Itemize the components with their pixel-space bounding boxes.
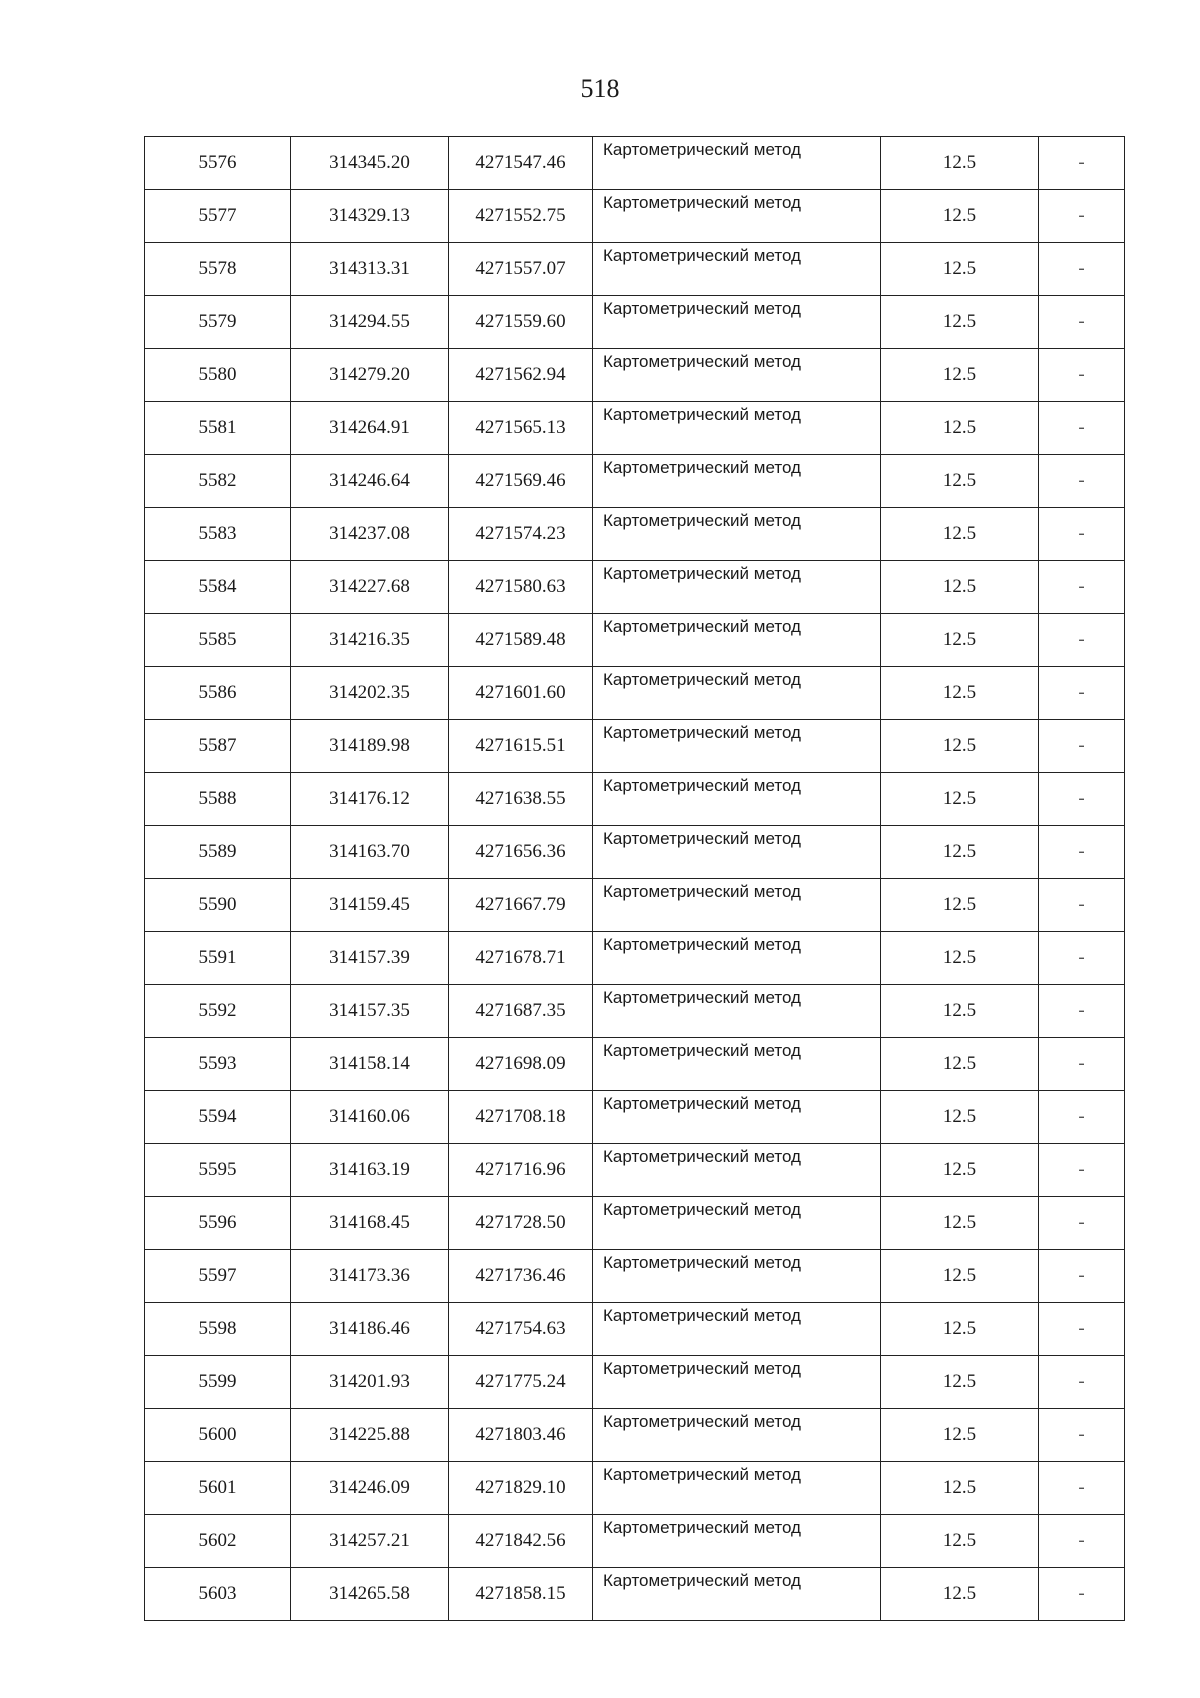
y-coordinate-cell: 4271858.15 <box>449 1568 593 1621</box>
note-cell: - <box>1039 1462 1125 1515</box>
table-row <box>145 1303 1125 1356</box>
x-coordinate-cell: 314201.93 <box>291 1356 449 1409</box>
method-cell: Картометрический метод <box>593 349 881 402</box>
x-coordinate-cell: 314159.45 <box>291 879 449 932</box>
point-number-cell: 5586 <box>145 667 291 720</box>
accuracy-cell: 12.5 <box>881 1038 1039 1091</box>
accuracy-cell: 12.5 <box>881 1144 1039 1197</box>
note-cell: - <box>1039 243 1125 296</box>
note-cell: - <box>1039 561 1125 614</box>
y-coordinate-cell: 4271687.35 <box>449 985 593 1038</box>
method-cell: Картометрический метод <box>593 720 881 773</box>
table-row <box>145 1091 1125 1144</box>
method-cell: Картометрический метод <box>593 932 881 985</box>
method-cell: Картометрический метод <box>593 402 881 455</box>
y-coordinate-cell: 4271589.48 <box>449 614 593 667</box>
y-coordinate-cell: 4271736.46 <box>449 1250 593 1303</box>
point-number-cell: 5577 <box>145 190 291 243</box>
table-row <box>145 137 1125 190</box>
accuracy-cell: 12.5 <box>881 1515 1039 1568</box>
point-number-cell: 5589 <box>145 826 291 879</box>
x-coordinate-cell: 314257.21 <box>291 1515 449 1568</box>
table-row <box>145 455 1125 508</box>
x-coordinate-cell: 314202.35 <box>291 667 449 720</box>
x-coordinate-cell: 314345.20 <box>291 137 449 190</box>
y-coordinate-cell: 4271656.36 <box>449 826 593 879</box>
method-cell: Картометрический метод <box>593 508 881 561</box>
y-coordinate-cell: 4271552.75 <box>449 190 593 243</box>
table-row <box>145 826 1125 879</box>
y-coordinate-cell: 4271547.46 <box>449 137 593 190</box>
accuracy-cell: 12.5 <box>881 190 1039 243</box>
point-number-cell: 5583 <box>145 508 291 561</box>
method-cell: Картометрический метод <box>593 879 881 932</box>
x-coordinate-cell: 314216.35 <box>291 614 449 667</box>
y-coordinate-cell: 4271829.10 <box>449 1462 593 1515</box>
note-cell: - <box>1039 1356 1125 1409</box>
point-number-cell: 5596 <box>145 1197 291 1250</box>
accuracy-cell: 12.5 <box>881 1409 1039 1462</box>
method-cell: Картометрический метод <box>593 1038 881 1091</box>
y-coordinate-cell: 4271557.07 <box>449 243 593 296</box>
point-number-cell: 5590 <box>145 879 291 932</box>
note-cell: - <box>1039 508 1125 561</box>
note-cell: - <box>1039 1303 1125 1356</box>
table-row <box>145 932 1125 985</box>
method-cell: Картометрический метод <box>593 1409 881 1462</box>
point-number-cell: 5588 <box>145 773 291 826</box>
accuracy-cell: 12.5 <box>881 826 1039 879</box>
method-cell: Картометрический метод <box>593 1197 881 1250</box>
x-coordinate-cell: 314246.64 <box>291 455 449 508</box>
point-number-cell: 5581 <box>145 402 291 455</box>
note-cell: - <box>1039 1144 1125 1197</box>
x-coordinate-cell: 314189.98 <box>291 720 449 773</box>
method-cell: Картометрический метод <box>593 773 881 826</box>
x-coordinate-cell: 314158.14 <box>291 1038 449 1091</box>
x-coordinate-cell: 314163.70 <box>291 826 449 879</box>
x-coordinate-cell: 314176.12 <box>291 773 449 826</box>
table-row <box>145 243 1125 296</box>
note-cell: - <box>1039 773 1125 826</box>
note-cell: - <box>1039 932 1125 985</box>
table-row <box>145 1409 1125 1462</box>
accuracy-cell: 12.5 <box>881 720 1039 773</box>
x-coordinate-cell: 314186.46 <box>291 1303 449 1356</box>
accuracy-cell: 12.5 <box>881 296 1039 349</box>
page-number: 518 <box>580 74 620 103</box>
table-row <box>145 773 1125 826</box>
y-coordinate-cell: 4271559.60 <box>449 296 593 349</box>
point-number-cell: 5593 <box>145 1038 291 1091</box>
method-cell: Картометрический метод <box>593 243 881 296</box>
point-number-cell: 5594 <box>145 1091 291 1144</box>
note-cell: - <box>1039 667 1125 720</box>
point-number-cell: 5585 <box>145 614 291 667</box>
x-coordinate-cell: 314173.36 <box>291 1250 449 1303</box>
point-number-cell: 5580 <box>145 349 291 402</box>
note-cell: - <box>1039 879 1125 932</box>
table-row <box>145 1038 1125 1091</box>
x-coordinate-cell: 314168.45 <box>291 1197 449 1250</box>
point-number-cell: 5597 <box>145 1250 291 1303</box>
table-row <box>145 508 1125 561</box>
x-coordinate-cell: 314294.55 <box>291 296 449 349</box>
y-coordinate-cell: 4271562.94 <box>449 349 593 402</box>
x-coordinate-cell: 314265.58 <box>291 1568 449 1621</box>
point-number-cell: 5579 <box>145 296 291 349</box>
accuracy-cell: 12.5 <box>881 985 1039 1038</box>
table-row <box>145 985 1125 1038</box>
accuracy-cell: 12.5 <box>881 455 1039 508</box>
y-coordinate-cell: 4271803.46 <box>449 1409 593 1462</box>
point-number-cell: 5601 <box>145 1462 291 1515</box>
y-coordinate-cell: 4271754.63 <box>449 1303 593 1356</box>
point-number-cell: 5592 <box>145 985 291 1038</box>
accuracy-cell: 12.5 <box>881 1462 1039 1515</box>
coordinates-table <box>144 136 1125 1621</box>
y-coordinate-cell: 4271728.50 <box>449 1197 593 1250</box>
method-cell: Картометрический метод <box>593 1515 881 1568</box>
x-coordinate-cell: 314225.88 <box>291 1409 449 1462</box>
method-cell: Картометрический метод <box>593 985 881 1038</box>
table-row <box>145 1250 1125 1303</box>
accuracy-cell: 12.5 <box>881 773 1039 826</box>
x-coordinate-cell: 314246.09 <box>291 1462 449 1515</box>
table-row <box>145 1144 1125 1197</box>
y-coordinate-cell: 4271574.23 <box>449 508 593 561</box>
method-cell: Картометрический метод <box>593 455 881 508</box>
note-cell: - <box>1039 296 1125 349</box>
accuracy-cell: 12.5 <box>881 508 1039 561</box>
x-coordinate-cell: 314313.31 <box>291 243 449 296</box>
y-coordinate-cell: 4271678.71 <box>449 932 593 985</box>
method-cell: Картометрический метод <box>593 190 881 243</box>
method-cell: Картометрический метод <box>593 296 881 349</box>
method-cell: Картометрический метод <box>593 137 881 190</box>
table-row <box>145 614 1125 667</box>
note-cell: - <box>1039 614 1125 667</box>
method-cell: Картометрический метод <box>593 1462 881 1515</box>
point-number-cell: 5603 <box>145 1568 291 1621</box>
x-coordinate-cell: 314279.20 <box>291 349 449 402</box>
y-coordinate-cell: 4271569.46 <box>449 455 593 508</box>
accuracy-cell: 12.5 <box>881 932 1039 985</box>
accuracy-cell: 12.5 <box>881 137 1039 190</box>
note-cell: - <box>1039 720 1125 773</box>
point-number-cell: 5600 <box>145 1409 291 1462</box>
y-coordinate-cell: 4271667.79 <box>449 879 593 932</box>
note-cell: - <box>1039 1091 1125 1144</box>
method-cell: Картометрический метод <box>593 1303 881 1356</box>
point-number-cell: 5576 <box>145 137 291 190</box>
x-coordinate-cell: 314237.08 <box>291 508 449 561</box>
method-cell: Картометрический метод <box>593 1568 881 1621</box>
note-cell: - <box>1039 1409 1125 1462</box>
table-row <box>145 1568 1125 1621</box>
method-cell: Картометрический метод <box>593 1091 881 1144</box>
accuracy-cell: 12.5 <box>881 879 1039 932</box>
y-coordinate-cell: 4271698.09 <box>449 1038 593 1091</box>
x-coordinate-cell: 314160.06 <box>291 1091 449 1144</box>
table-row <box>145 402 1125 455</box>
table-row <box>145 561 1125 614</box>
accuracy-cell: 12.5 <box>881 1197 1039 1250</box>
accuracy-cell: 12.5 <box>881 243 1039 296</box>
note-cell: - <box>1039 1197 1125 1250</box>
accuracy-cell: 12.5 <box>881 614 1039 667</box>
table-row <box>145 1197 1125 1250</box>
note-cell: - <box>1039 137 1125 190</box>
accuracy-cell: 12.5 <box>881 402 1039 455</box>
table-row <box>145 349 1125 402</box>
note-cell: - <box>1039 455 1125 508</box>
accuracy-cell: 12.5 <box>881 1568 1039 1621</box>
accuracy-cell: 12.5 <box>881 561 1039 614</box>
accuracy-cell: 12.5 <box>881 1250 1039 1303</box>
y-coordinate-cell: 4271615.51 <box>449 720 593 773</box>
note-cell: - <box>1039 190 1125 243</box>
x-coordinate-cell: 314329.13 <box>291 190 449 243</box>
method-cell: Картометрический метод <box>593 826 881 879</box>
table-row <box>145 1356 1125 1409</box>
point-number-cell: 5599 <box>145 1356 291 1409</box>
table-row <box>145 720 1125 773</box>
point-number-cell: 5584 <box>145 561 291 614</box>
table-row <box>145 667 1125 720</box>
method-cell: Картометрический метод <box>593 1144 881 1197</box>
x-coordinate-cell: 314264.91 <box>291 402 449 455</box>
accuracy-cell: 12.5 <box>881 1356 1039 1409</box>
point-number-cell: 5582 <box>145 455 291 508</box>
method-cell: Картометрический метод <box>593 1250 881 1303</box>
x-coordinate-cell: 314157.39 <box>291 932 449 985</box>
accuracy-cell: 12.5 <box>881 1303 1039 1356</box>
point-number-cell: 5602 <box>145 1515 291 1568</box>
table-row <box>145 296 1125 349</box>
point-number-cell: 5591 <box>145 932 291 985</box>
x-coordinate-cell: 314157.35 <box>291 985 449 1038</box>
note-cell: - <box>1039 1568 1125 1621</box>
y-coordinate-cell: 4271708.18 <box>449 1091 593 1144</box>
table-row <box>145 1515 1125 1568</box>
x-coordinate-cell: 314163.19 <box>291 1144 449 1197</box>
y-coordinate-cell: 4271716.96 <box>449 1144 593 1197</box>
y-coordinate-cell: 4271601.60 <box>449 667 593 720</box>
note-cell: - <box>1039 402 1125 455</box>
point-number-cell: 5587 <box>145 720 291 773</box>
note-cell: - <box>1039 1038 1125 1091</box>
note-cell: - <box>1039 1515 1125 1568</box>
point-number-cell: 5598 <box>145 1303 291 1356</box>
note-cell: - <box>1039 985 1125 1038</box>
method-cell: Картометрический метод <box>593 614 881 667</box>
method-cell: Картометрический метод <box>593 1356 881 1409</box>
accuracy-cell: 12.5 <box>881 667 1039 720</box>
y-coordinate-cell: 4271565.13 <box>449 402 593 455</box>
accuracy-cell: 12.5 <box>881 349 1039 402</box>
table-row <box>145 1462 1125 1515</box>
point-number-cell: 5595 <box>145 1144 291 1197</box>
method-cell: Картометрический метод <box>593 667 881 720</box>
accuracy-cell: 12.5 <box>881 1091 1039 1144</box>
table-row <box>145 879 1125 932</box>
y-coordinate-cell: 4271580.63 <box>449 561 593 614</box>
table-row <box>145 190 1125 243</box>
point-number-cell: 5578 <box>145 243 291 296</box>
note-cell: - <box>1039 826 1125 879</box>
x-coordinate-cell: 314227.68 <box>291 561 449 614</box>
y-coordinate-cell: 4271638.55 <box>449 773 593 826</box>
note-cell: - <box>1039 1250 1125 1303</box>
method-cell: Картометрический метод <box>593 561 881 614</box>
y-coordinate-cell: 4271775.24 <box>449 1356 593 1409</box>
note-cell: - <box>1039 349 1125 402</box>
y-coordinate-cell: 4271842.56 <box>449 1515 593 1568</box>
table-body <box>145 137 1125 1621</box>
